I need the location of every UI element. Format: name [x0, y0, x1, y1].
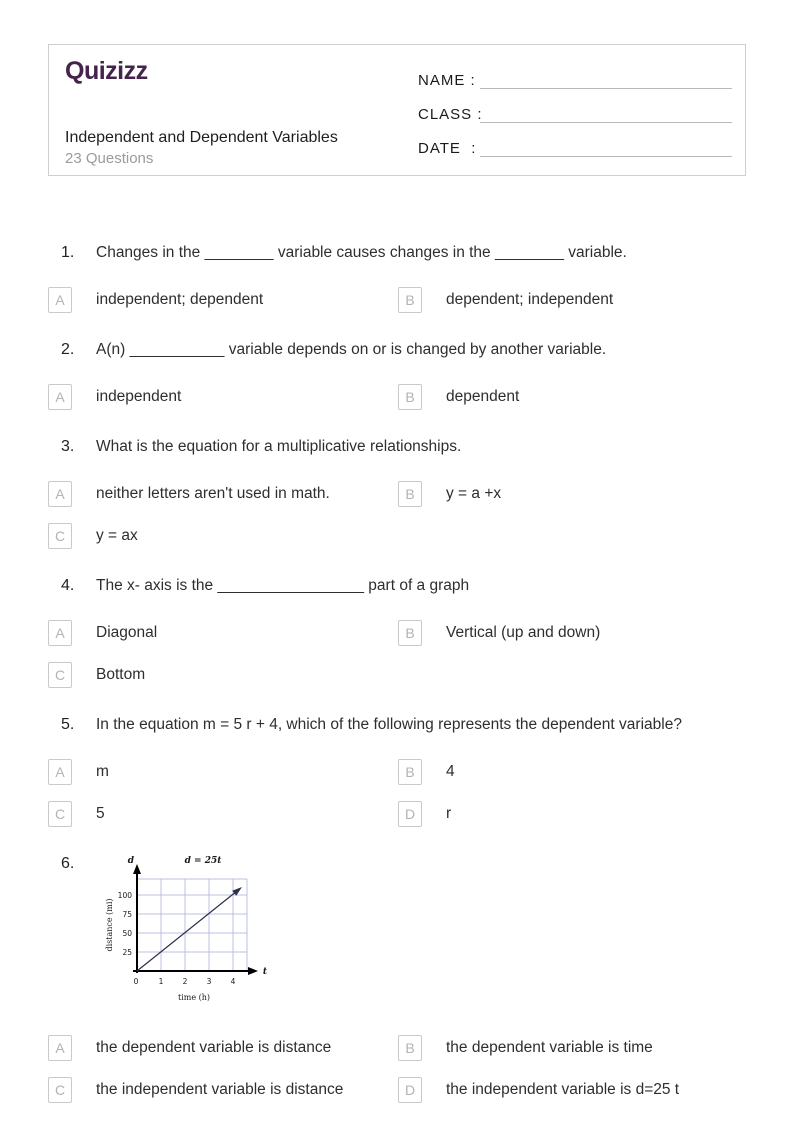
worksheet-title: Independent and Dependent Variables — [65, 129, 338, 146]
question-text: What is the equation for a multiplicative relationships. — [96, 438, 462, 455]
x-tick-4: 4 — [230, 977, 236, 986]
question-list — [48, 242, 746, 1123]
option-letter-box: D — [398, 801, 422, 827]
question-number: 4. — [61, 577, 75, 594]
date-field — [418, 137, 732, 157]
option-letter-box: A — [48, 384, 72, 410]
option-letter-box: C — [48, 523, 72, 549]
q5-option-b — [398, 759, 746, 785]
x-axis-label: time (h) — [177, 993, 211, 1002]
option-text: Vertical (up and down) — [446, 624, 601, 641]
option-letter-box: A — [48, 481, 72, 507]
question-2-row — [48, 339, 746, 360]
question-6 — [48, 853, 746, 1103]
option-text: y = a +x — [446, 485, 502, 502]
question-number: 5. — [61, 716, 75, 733]
date-blank-line — [480, 141, 732, 157]
option-text: the independent variable is d=25 t — [446, 1081, 680, 1098]
question-text: Changes in the ________ variable causes changes in the ________ variable. — [96, 244, 627, 261]
y-axis-symbol: d — [127, 856, 134, 866]
q6-chart-container — [103, 853, 269, 1011]
question-6-row — [48, 853, 746, 1011]
question-2-options — [48, 384, 746, 410]
option-letter-box: B — [398, 481, 422, 507]
q6-option-c — [48, 1077, 398, 1103]
question-3-options — [48, 481, 746, 549]
option-letter-box: A — [48, 287, 72, 313]
student-fields — [418, 69, 732, 171]
option-text: r — [446, 805, 452, 822]
option-letter-box: B — [398, 287, 422, 313]
title-block — [65, 129, 338, 167]
q3-option-a — [48, 481, 398, 507]
q4-option-c — [48, 662, 398, 688]
chart-axes — [133, 864, 258, 975]
option-letter-box: B — [398, 384, 422, 410]
question-text: In the equation m = 5 r + 4, which of the following represents the dependent variable? — [96, 716, 682, 733]
q2-option-b — [398, 384, 746, 410]
y-tick-75: 75 — [122, 910, 132, 919]
option-letter-box: C — [48, 662, 72, 688]
option-text: neither letters aren't used in math. — [96, 485, 330, 502]
y-axis-arrow-icon — [133, 864, 141, 874]
q5-option-c — [48, 801, 398, 827]
q1-option-a — [48, 287, 398, 313]
question-1-options — [48, 287, 746, 313]
option-text: dependent — [446, 388, 520, 405]
option-text: 5 — [96, 805, 105, 822]
option-letter-box: B — [398, 620, 422, 646]
question-5 — [48, 714, 746, 827]
question-4 — [48, 575, 746, 688]
y-tick-100: 100 — [117, 891, 132, 900]
question-4-row — [48, 575, 746, 596]
option-letter-box: A — [48, 1035, 72, 1061]
class-field — [418, 103, 732, 123]
chart-title: d = 25t — [184, 856, 222, 866]
question-text: A(n) ___________ variable depends on or is changed by another variable. — [96, 341, 607, 358]
option-text: the dependent variable is time — [446, 1039, 653, 1056]
data-line — [137, 887, 242, 971]
option-letter-box: C — [48, 801, 72, 827]
question-number: 1. — [61, 244, 75, 261]
option-text: m — [96, 763, 109, 780]
option-text: the dependent variable is distance — [96, 1039, 332, 1056]
question-3 — [48, 436, 746, 549]
q6-option-d — [398, 1077, 746, 1103]
option-text: the independent variable is distance — [96, 1081, 344, 1098]
distance-time-line-chart — [103, 853, 269, 1005]
option-text: dependent; independent — [446, 291, 614, 308]
name-blank-line — [480, 73, 732, 89]
option-letter-box: A — [48, 620, 72, 646]
y-tick-50: 50 — [122, 929, 132, 938]
q2-option-a — [48, 384, 398, 410]
option-text: independent — [96, 388, 182, 405]
name-label: NAME : — [418, 72, 476, 89]
question-number: 3. — [61, 438, 75, 455]
q3-option-b — [398, 481, 746, 507]
option-letter-box: D — [398, 1077, 422, 1103]
question-number: 6. — [61, 855, 75, 872]
question-text: The x- axis is the _________________ part of a graph — [96, 577, 470, 594]
question-5-options — [48, 759, 746, 827]
question-number: 2. — [61, 341, 75, 358]
x-tick-0: 0 — [133, 977, 139, 986]
option-letter-box: B — [398, 759, 422, 785]
date-label: DATE : — [418, 140, 477, 157]
question-4-options — [48, 620, 746, 688]
option-letter-box: B — [398, 1035, 422, 1061]
class-label: CLASS : — [418, 106, 483, 123]
x-axis-symbol: t — [262, 967, 267, 977]
option-letter-box: C — [48, 1077, 72, 1103]
question-1 — [48, 242, 746, 313]
x-axis-arrow-icon — [248, 967, 258, 975]
q5-option-d — [398, 801, 746, 827]
question-6-options — [48, 1035, 746, 1103]
question-3-row — [48, 436, 746, 457]
x-tick-2: 2 — [182, 977, 188, 986]
option-text: Bottom — [96, 666, 146, 683]
x-tick-1: 1 — [158, 977, 164, 986]
q4-option-a — [48, 620, 398, 646]
q5-option-a — [48, 759, 398, 785]
q4-option-b — [398, 620, 746, 646]
q6-option-b — [398, 1035, 746, 1061]
question-count: 23 Questions — [65, 150, 154, 167]
q6-option-a — [48, 1035, 398, 1061]
option-letter-box: A — [48, 759, 72, 785]
name-field — [418, 69, 732, 89]
option-text: independent; dependent — [96, 291, 264, 308]
q1-option-b — [398, 287, 746, 313]
class-blank-line — [480, 107, 732, 123]
y-tick-25: 25 — [122, 948, 132, 957]
question-2 — [48, 339, 746, 410]
question-1-row — [48, 242, 746, 263]
worksheet-header — [48, 44, 746, 176]
q3-option-c — [48, 523, 398, 549]
option-text: 4 — [446, 763, 455, 780]
quizizz-logo: Quizizz — [65, 57, 148, 85]
option-text: y = ax — [96, 527, 138, 544]
x-tick-3: 3 — [206, 977, 212, 986]
y-axis-label: distance (mi) — [105, 898, 114, 952]
option-text: Diagonal — [96, 624, 158, 641]
question-5-row — [48, 714, 746, 735]
